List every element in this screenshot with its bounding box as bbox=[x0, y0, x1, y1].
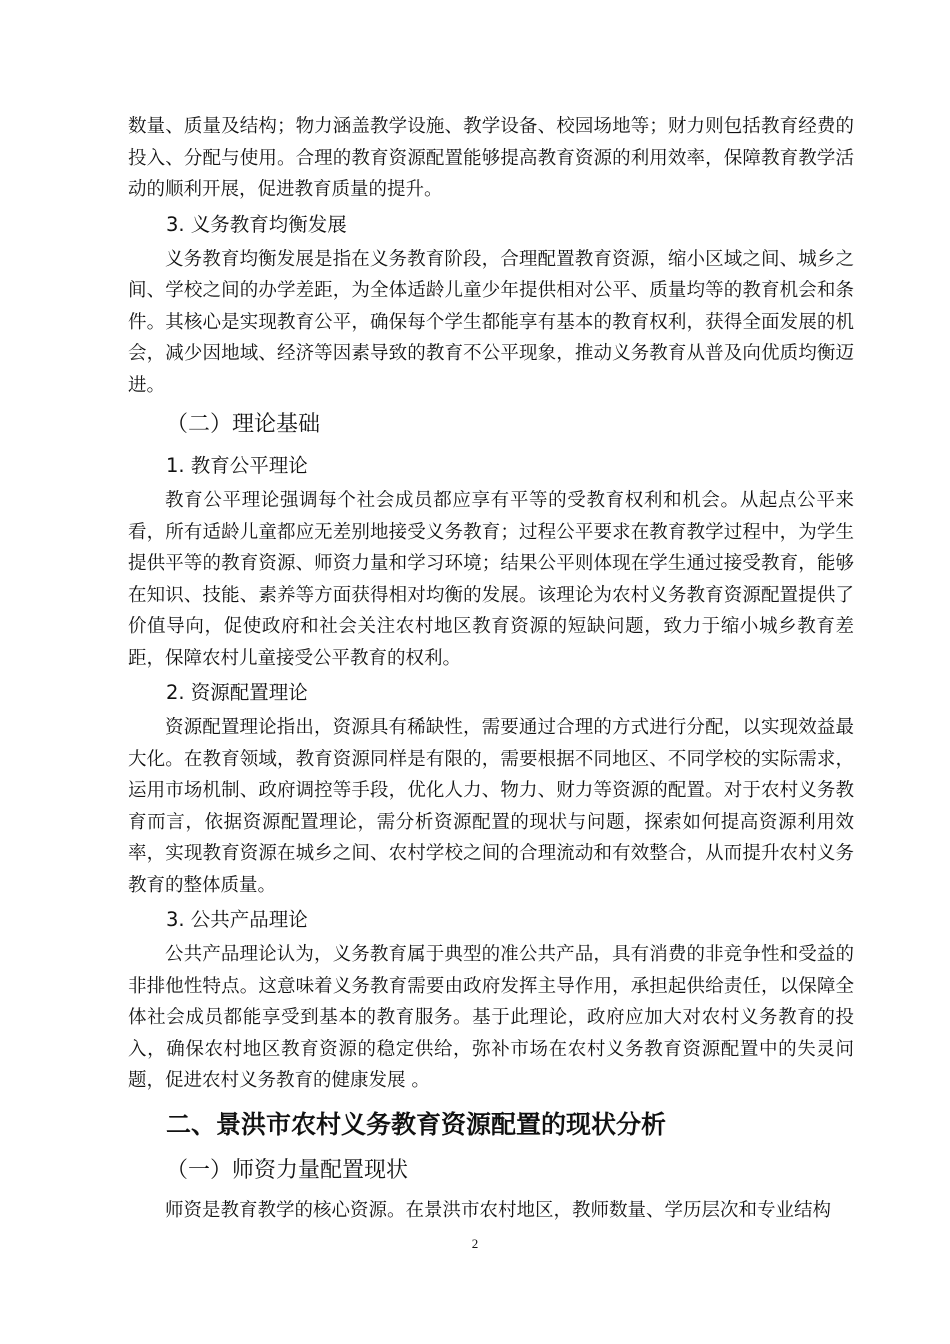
heading-resource-allocation-theory: 2. 资源配置理论 bbox=[166, 681, 308, 704]
paragraph-teacher-allocation: 师资是教育教学的核心资源。在景洪市农村地区，教师数量、学历层次和专业结构 bbox=[165, 1199, 832, 1221]
heading-teacher-allocation: （一）师资力量配置现状 bbox=[166, 1157, 409, 1183]
heading-current-situation-analysis: 二、景洪市农村义务教育资源配置的现状分析 bbox=[166, 1109, 667, 1139]
paragraph-resource-allocation-theory: 资源配置理论指出，资源具有稀缺性，需要通过合理的方式进行分配，以实现效益最大化。在教育领域，教育资源同样是有限的，需要根据不同地区、不同学校的实际需求，运用市场机制、政府调控等手段，优化人力、物力、财力等资源的配置。对于农村义务教育而言，依据资源配置理论，需分析资源配置的现状与问题，探索如何提高资源利用效率，实现教育资源在城乡之间、农村学校之间的合理流动和有效整合，从而提升农村义务教育的整体质量。 bbox=[128, 717, 854, 896]
heading-public-goods-theory: 3. 公共产品理论 bbox=[166, 908, 308, 931]
heading-education-equity-theory: 1. 教育公平理论 bbox=[166, 454, 308, 477]
paragraph-resource-definition: 数量、质量及结构；物力涵盖教学设施、教学设备、校园场地等；财力则包括教育经费的投入、分配与使用。合理的教育资源配置能够提高教育资源的利用效率，保障教育教学活动的顺利开展，促进教育质量的提升。 bbox=[128, 116, 854, 200]
paragraph-public-goods-theory: 公共产品理论认为，义务教育属于典型的准公共产品，具有消费的非竞争性和受益的非排他性特点。这意味着义务教育需要由政府发挥主导作用，承担起供给责任，以保障全体社会成员都能享受到基本的教育服务。基于此理论，政府应加大对农村义务教育的投入，确保农村地区教育资源的稳定供给，弥补市场在农村义务教育资源配置中的失灵问题，促进农村义务教育的健康发展 。 bbox=[128, 944, 854, 1091]
paragraph-balanced-development: 义务教育均衡发展是指在义务教育阶段，合理配置教育资源，缩小区域之间、城乡之间、学校之间的办学差距，为全体适龄儿童少年提供相对公平、质量均等的教育机会和条件。其核心是实现教育公平，确保每个学生都能享有基本的教育权利，获得全面发展的机会，减少因地域、经济等因素导致的教育不公平现象，推动义务教育从普及向优质均衡迈进。 bbox=[128, 248, 854, 396]
heading-theoretical-basis: （二）理论基础 bbox=[166, 412, 321, 437]
heading-balanced-development: 3. 义务教育均衡发展 bbox=[166, 212, 347, 236]
document-page bbox=[128, 111, 854, 1228]
paragraph-education-equity-theory: 教育公平理论强调每个社会成员都应享有平等的受教育权利和机会。从起点公平来看，所有适龄儿童都应无差别地接受义务教育；过程公平要求在教育教学过程中，为学生提供平等的教育资源、师资力量和学习环境；结果公平则体现在学生通过接受教育，能够在知识、技能、素养等方面获得相对均衡的发展。该理论为农村义务教育资源配置提供了价值导向，促使政府和社会关注农村地区教育资源的短缺问题，致力于缩小城乡教育差距，保障农村儿童接受公平教育的权利。 bbox=[128, 490, 854, 669]
page-number: 2 bbox=[471, 1236, 479, 1251]
